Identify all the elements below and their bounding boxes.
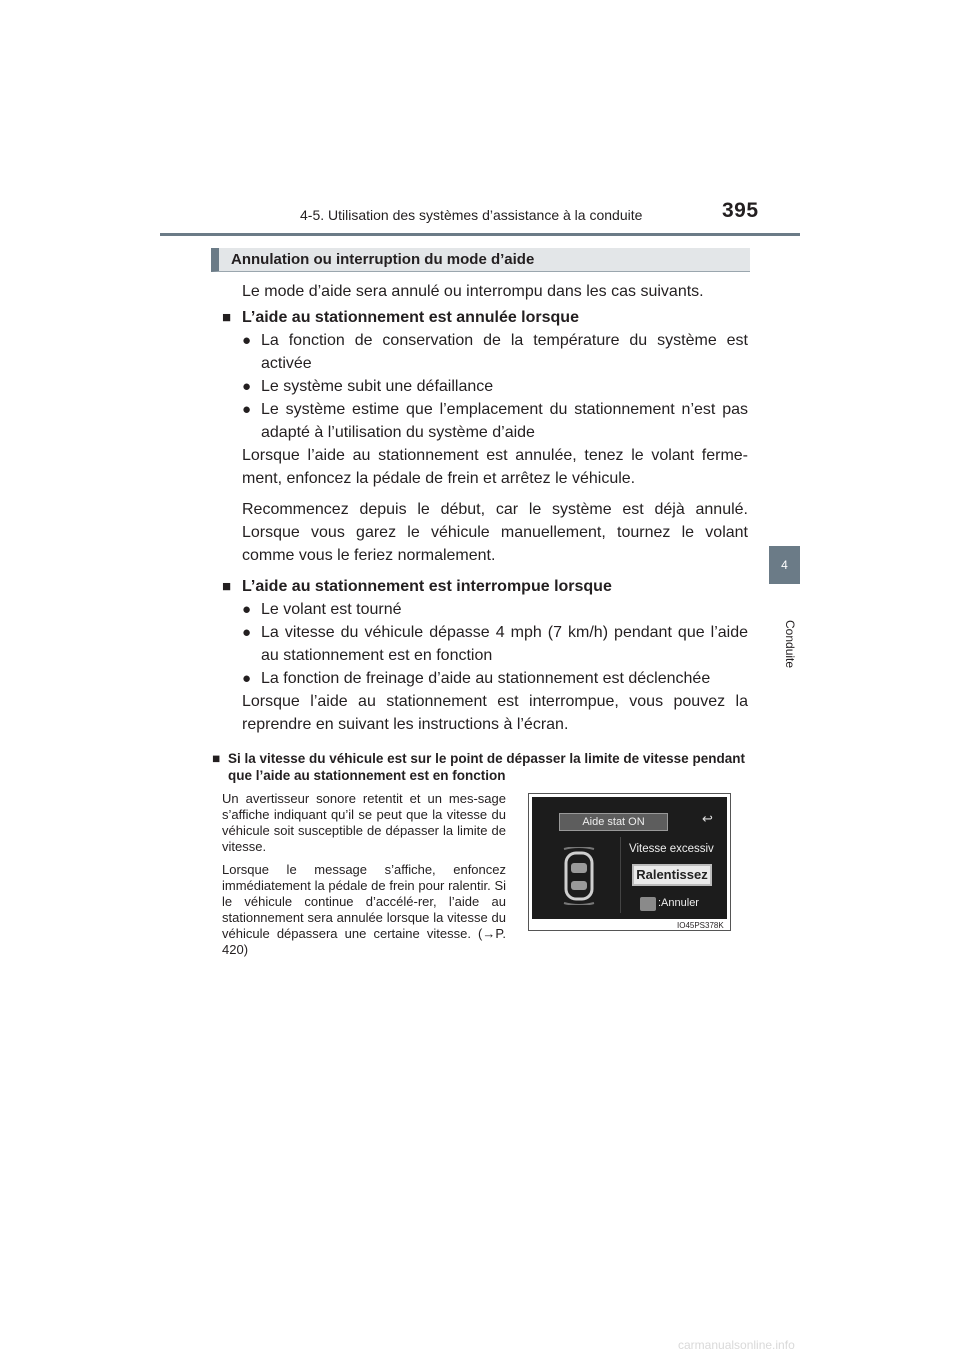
bullet-icon: ● <box>242 378 252 395</box>
watermark: carmanualsonline.info <box>678 1338 795 1352</box>
paragraph: Lorsque l’aide au stationnement est annulée, tenez le volant ferme-ment, enfoncez la pédale de frein et arrêtez le véhicule. <box>242 447 748 487</box>
section-heading: Annulation ou interruption du mode d’aide <box>231 251 535 268</box>
list-item <box>218 329 748 375</box>
bullet-icon: ● <box>242 332 252 349</box>
screen-display <box>532 797 727 919</box>
screen-divider <box>620 837 621 913</box>
note-heading-text: Si la vitesse du véhicule est sur le point de dépasser la limite de vitesse pendant que l’aide au stationnement est en fonction <box>228 751 745 783</box>
subheading-cancelled <box>218 306 748 329</box>
note-paragraph: Un avertisseur sonore retentit et un mes-sage s’affiche indiquant qu’il se peut que la vitesse du véhicule soit susceptible de dépasser la limite de vitesse. <box>222 791 506 854</box>
list-item-text: La fonction de freinage d’aide au stationnement est déclenchée <box>261 670 711 687</box>
bullet-icon: ● <box>242 601 252 618</box>
list-item <box>218 621 748 667</box>
car-top-view-icon <box>562 847 596 905</box>
section-heading-bar <box>211 248 750 272</box>
square-bullet-icon: ■ <box>222 309 232 326</box>
paragraph: Recommencez depuis le début, car le système est déjà annulé. Lorsque vous garez le véhicule manuellement, tournez le volant comme vous le feriez normalement. <box>242 501 748 564</box>
page-number: 395 <box>722 199 759 222</box>
section-body <box>218 280 748 736</box>
list-item-text: Le système subit une défaillance <box>261 378 494 395</box>
list-item <box>218 598 748 621</box>
bullet-icon: ● <box>242 670 252 687</box>
subheading-interrupted <box>218 575 748 598</box>
subheading-cancelled-text: L’aide au stationnement est annulée lorsque <box>242 309 579 326</box>
subheading-interrupted-text: L’aide au stationnement est interrompue lorsque <box>242 578 612 595</box>
back-icon: ↩ <box>702 811 713 826</box>
bullet-icon: ● <box>242 401 252 418</box>
screen-warning-text: Vitesse excessiv <box>629 843 714 855</box>
screen-illustration <box>528 793 731 931</box>
list-item-text: La fonction de conservation de la température du système est activée <box>261 332 748 372</box>
note-paragraph: Lorsque le message s’affiche, enfoncez immédiatement la pédale de frein pour ralentir. Si le véhicule continue d’accélé-rer, l’aide au stationnement sera annulée lorsque la vitesse du véhicule dépassera une certaine vitesse. (→P. 420) <box>222 862 506 957</box>
header-rule <box>160 233 800 236</box>
screen-status-label: Aide stat ON <box>559 813 668 831</box>
bullet-icon: ● <box>242 624 252 641</box>
chapter-tab[interactable]: 4 <box>769 546 800 584</box>
intro-text: Le mode d’aide sera annulé ou interrompu dans les cas suivants. <box>242 283 704 300</box>
header-section-title: 4-5. Utilisation des systèmes d’assistance à la conduite <box>300 207 643 223</box>
list-item <box>218 375 748 398</box>
list-item <box>218 667 748 690</box>
note-body <box>222 791 506 965</box>
parking-assist-switch-icon <box>640 897 656 911</box>
list-item <box>218 398 748 444</box>
chapter-label: Conduite <box>783 620 797 669</box>
square-bullet-icon: ■ <box>212 751 221 766</box>
note-heading <box>212 750 752 784</box>
list-item-text: La vitesse du véhicule dépasse 4 mph (7 km/h) pendant que l’aide au stationnement est en fonction <box>261 624 748 664</box>
image-code: IO45PS378K <box>677 921 724 930</box>
screen-cancel-text: :Annuler <box>658 897 699 909</box>
paragraph: Lorsque l’aide au stationnement est interrompue, vous pouvez la reprendre en suivant les instructions à l’écran. <box>242 693 748 733</box>
list-item-text: Le système estime que l’emplacement du stationnement n’est pas adapté à l’utilisation du système d’aide <box>261 401 748 441</box>
square-bullet-icon: ■ <box>222 578 232 595</box>
slow-down-message: Ralentissez <box>632 864 712 886</box>
list-item-text: Le volant est tourné <box>261 601 402 618</box>
